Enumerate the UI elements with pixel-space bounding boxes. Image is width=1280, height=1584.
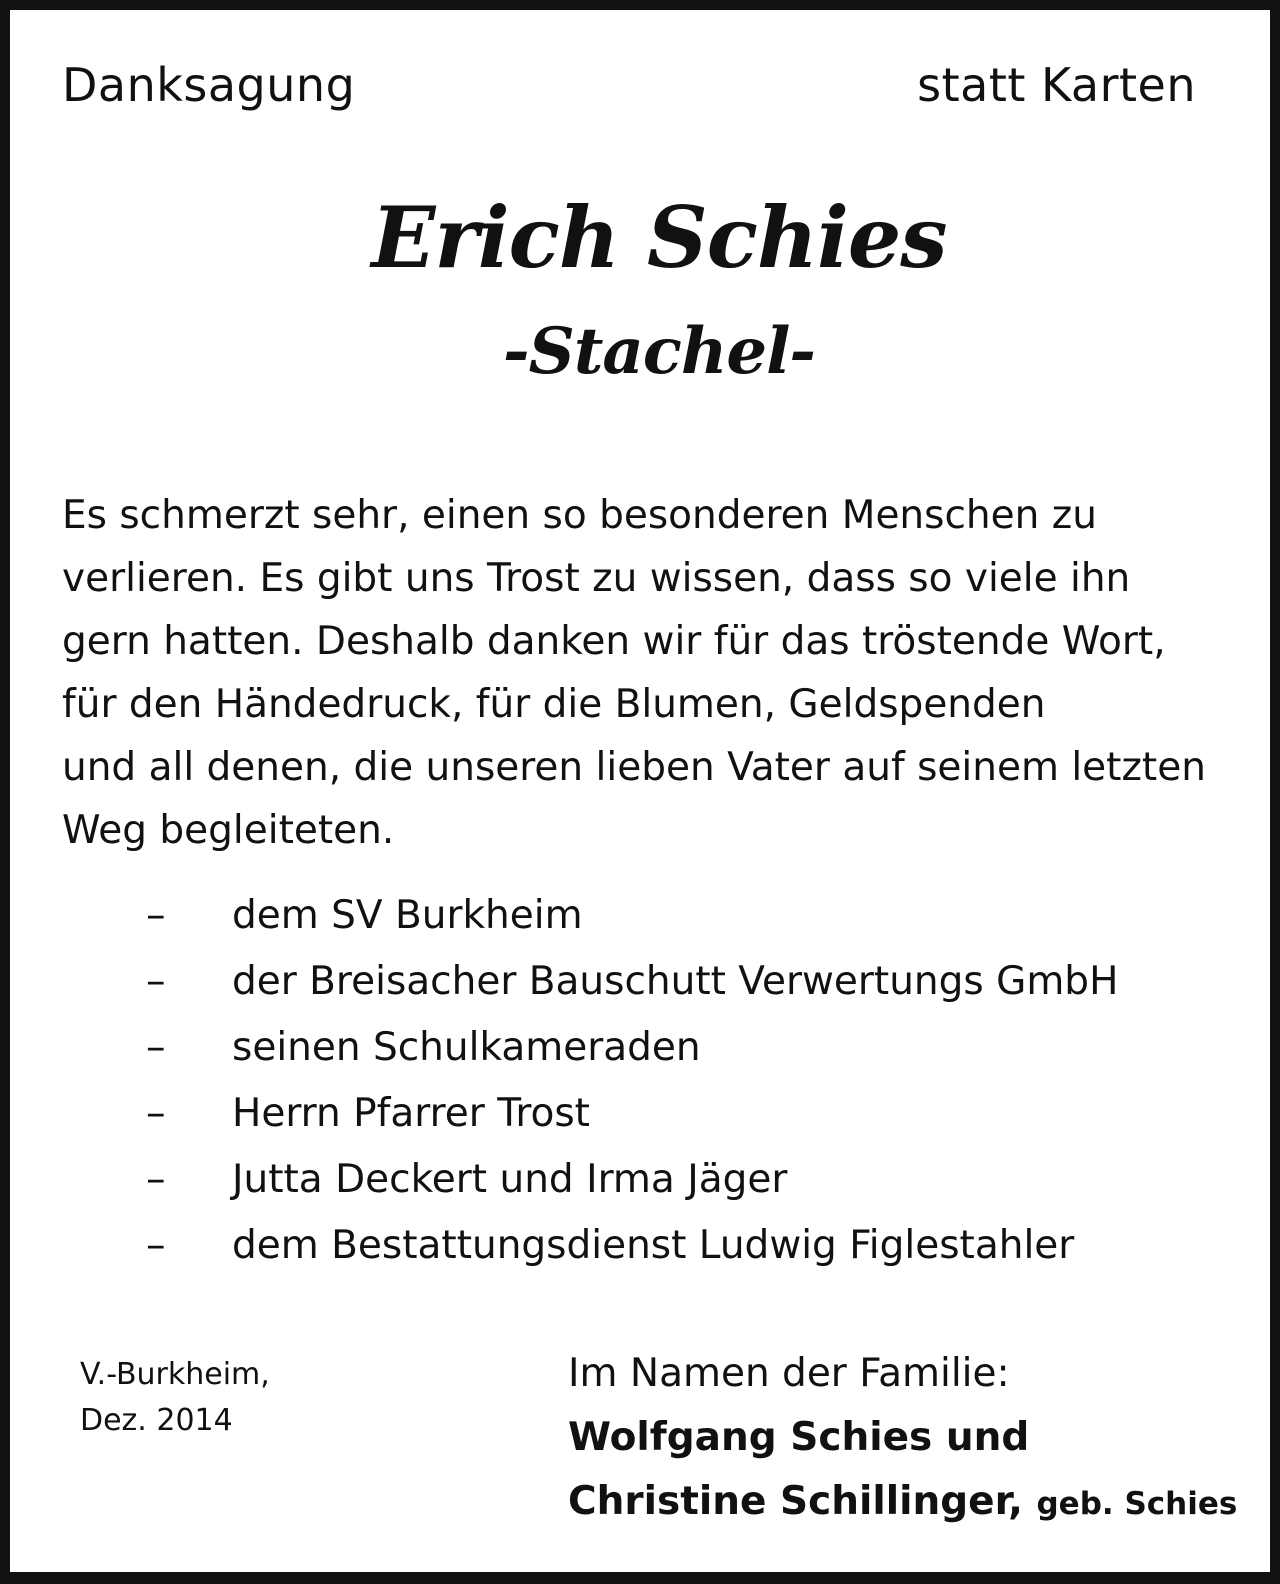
deceased-name: Erich Schies: [371, 188, 947, 287]
list-item: [146, 1080, 1118, 1146]
message-line: Weg begleiteten.: [62, 808, 395, 853]
header-danksagung: Danksagung: [62, 58, 356, 112]
list-dash: –: [146, 1024, 166, 1070]
message-line: gern hatten. Deshalb danken wir für das tröstende Wort,: [62, 619, 1166, 664]
list-dash: –: [146, 958, 166, 1004]
list-item-text: Herrn Pfarrer Trost: [232, 1090, 590, 1136]
signature-intro: Im Namen der Familie:: [568, 1351, 1010, 1396]
signature-name-1: Wolfgang Schies und: [568, 1415, 1030, 1460]
message-line: verlieren. Es gibt uns Trost zu wissen, dass so viele ihn: [62, 556, 1131, 601]
list-item: [146, 1014, 1118, 1080]
place-location: V.-Burkheim,: [80, 1357, 270, 1392]
message-line: für den Händedruck, für die Blumen, Geldspenden: [62, 682, 1046, 727]
list-dash: –: [146, 1090, 166, 1136]
place-date: Dez. 2014: [80, 1403, 233, 1438]
signature-name-2: Christine Schillinger,: [568, 1479, 1023, 1524]
family-signature: [568, 1342, 1237, 1536]
signature-maiden-name: geb. Schies: [1036, 1486, 1238, 1522]
deceased-nickname: -Stachel-: [503, 314, 815, 389]
list-item: [146, 1146, 1118, 1212]
list-dash: –: [146, 1222, 166, 1268]
list-item-text: der Breisacher Bauschutt Verwertungs GmbH: [232, 958, 1119, 1004]
list-item: [146, 882, 1118, 948]
list-dash: –: [146, 1156, 166, 1202]
message-line: Es schmerzt sehr, einen so besonderen Menschen zu: [62, 493, 1097, 538]
thanks-list: [146, 882, 1118, 1278]
list-item-text: dem SV Burkheim: [232, 892, 583, 938]
signature-name-2-line: [568, 1470, 1237, 1536]
list-item: [146, 1212, 1118, 1278]
place-and-date: [80, 1352, 270, 1444]
list-item: [146, 948, 1118, 1014]
list-item-text: dem Bestattungsdienst Ludwig Figlestahler: [232, 1222, 1075, 1268]
list-item-text: Jutta Deckert und Irma Jäger: [232, 1156, 788, 1202]
message-line: und all denen, die unseren lieben Vater auf seinem letzten: [62, 745, 1206, 790]
list-dash: –: [146, 892, 166, 938]
thank-you-message: [62, 484, 1242, 862]
list-item-text: seinen Schulkameraden: [232, 1024, 701, 1070]
header-statt-karten: statt Karten: [917, 58, 1196, 112]
